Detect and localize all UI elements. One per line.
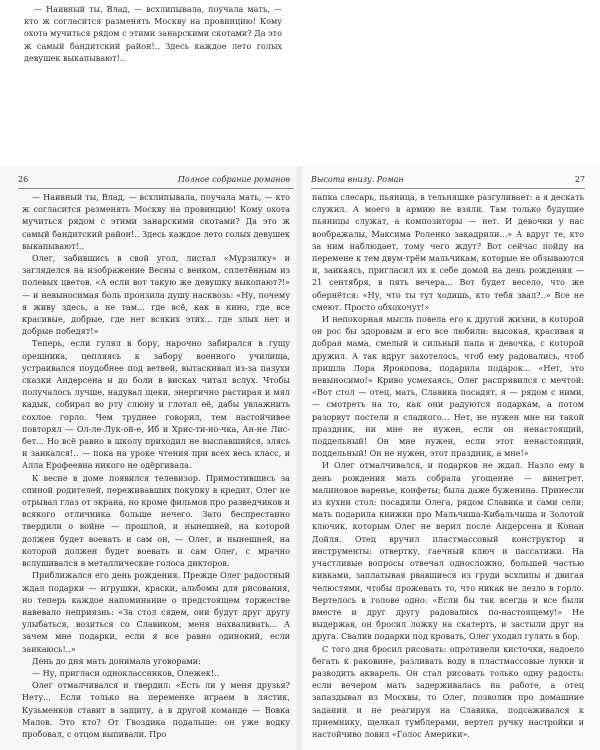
paragraph: Приближался его день рождения. Прежде Олег радостный ждал подарки — игрушки, краски, альбомы для рисования, но теперь каждое напоминание о предстоящем торжестве навевало неприязнь: «За стол сядем, они будут друг другу улыбаться, возиться со Славиком, меня нахваливать... А зачем мне подарки, если я все равно одинокий, если заикаюсь!..» <box>22 570 290 654</box>
right-page-number: 27 <box>574 175 585 184</box>
paragraph: К весне в доме появился телевизор. Примостившись за спиной родителей, переживавших покупку в кредит, Олег не отрывал глаз от экрана, но кроме фильмов про разведчиков и всякого отличника больше нечего. Зато беспрестанно твердили о войне — прошлой, и нынешней, на которой должен будет воевать и сам он, — Олег, и нынешней, на которой должен будет воевать и сам Олег, с мрачно вслушивался в металлические голоса дикторов. <box>22 472 290 569</box>
paragraph: И непокорная мысль повела его к другой жизни, в которой он рос бы здоровым и его все любили: высокая, красивая и добрая мама, смелый и сильный папа и девочка, с которой дружил. А так вдруг захотелось, чтоб ему радовались, чтоб пришла Лора Ярокопова, подарила подарок... «Нет, это невыносимо!» Криво усмехаясь, Олег распрявился с мечтой: «Вот стол — отец, мать, Славика посадят, я — рядом с ними, — смотреть на то, как они радуются подаркам, а потом разорвут постели и сладкого... Нет, не нужен мне ни такой праздник, ни мне не нужен, если он ненастоящий, поддельный! Он мне нужен, если этот ненастоящий, поддельный! Он не нужен, этот праздник, а мне!» <box>312 314 584 459</box>
paragraph: И Олег отмалчивался, и подарков не ждал. Назло ему в день рождения мать собрала угощение — винегрет, малиновое варенье, конфеты; была даже буженина. Принесли из кухни стол: посадили Олега, рядом Славика и сами сели; мать подарила книжки про Мальчиша-Кибальчиша и Золотой ключик, которым Олег не верил после Андерсена и Конан Дойля. Отец вручил пластмассовый конструктор и инструменты: отвертку, гаечный ключ и пассатижи. На участливые вопросы отвечал односложно, большей частью кивками, заплатывая рвавшиеся из груди всхлипы и двигая челюстями, чтобы прожевать то, что никак не лезло в горло. Вертелось в голове одно: «Если бы так всегда и все были вместе и друг другу радовались по-настоящему!» Не выдержав, он бросил ложку на скатерть, и застыли друг на друга. Свалив подарки под кровать, Олег уходил гулять в бор. <box>312 460 584 642</box>
previous-page-fragment <box>0 0 600 166</box>
paragraph: — Ну, пригласи одноклассников, Олежек!.. <box>32 667 220 678</box>
paragraph: Теперь, если гулял в бору, нарочно забирался в гущу орешника, цепляясь к забору военного училища, устраивался поудобнее под ветвей, вытаскивал из-за пазухи сказки Андерсена и до боли в висках читал вслух. Чтобы получалось лучше, надувал щеки, энергично растирая и мял кадык, собирал во рту слюну и глотал её, дабы увлажнить сохлое горло. Чем труднее говорил, тем настойчивее повторял — Ол-ле-Лук-ой-е, Иб и Хрис-ти-но-чка, Ан-не Лис-бет... Но всё равно в школу приходил не выспавшийся, злясь и заикался!.. — пока на уроке чтения при всех весь класс, и Алла Ерофеевна никого не одёргивала. <box>22 338 290 471</box>
left-page-number: 26 <box>18 175 29 184</box>
right-running-title: Высота внизу. Роман <box>311 175 404 184</box>
paragraph: Олег отмалчивался и твердил: «Есть ли у меня друзья? Нету... Если только на переменке играем в лястик, Кузьменков ставит в защиту, а в другой команде — Вовка Малов. Это кто? От Гвоздика подальше: он уже водку пробовал, с отцом выпивали. Про <box>22 680 290 739</box>
paragraph: С того дня бросил рисовать: опротивели кисточки, надоело бегать к раковине, разливать воду в пластмассовые лунки и разводить акварель. Он стал рисовать только одну радость: если вечером мать задерживалась на работе, а отец запаздывал из Москвы, то Олег, позволив про домашние задания и не реагируя на Славика, подсаживался к приемнику, щелкал тумблерами, вертел ручку настройки и настойчиво ловил «Голос Америки». <box>312 643 584 739</box>
paragraph: папка слесарь, пьяница, в тельняшке разгуливает: а я дескать служил. А моего в армию не взяли. Там только будущие пьяницы служат, а композиторы — нет. И девочки у нас воображалы, Максима Роленко закадрили...» А вдруг те, кто за ним наблюдает, тому чего ждут? Вот сейчас пойду на перемене к тем двум-трём мальчикам, которые не обзываются и, заикаясь, пригласил их к себе домой на день рождения — 21 сентября, в пять вечера... Вот будет весело, что же обернётся: «Ну, что ты тут ходишь, кто тебя звал?..» Все не смеют. Просто обхохочут!» <box>312 192 584 312</box>
paragraph: День до дня мать донимала уговорами: <box>32 655 201 666</box>
left-running-title: Полное собрание романов <box>177 175 290 184</box>
left-header-rule <box>18 188 294 189</box>
previous-page-paragraph: — Наивный ты, Влад, — всхлипывала, поучала мать, — кто ж согласится разменять Москву на провинцию! Кому охота мучиться рядом с этими занарскими скотами? Да это ж самый бандитский район!.. Здесь каждое лето голых девушек выкапывают!.. <box>24 4 282 63</box>
right-header-rule <box>311 188 585 189</box>
page-gutter <box>296 166 304 750</box>
paragraph: Олег, забившись в свой угол, листал «Мурзилку» и загляделся на изображение Весны с венком, сплетённым из полевых цветов. «А если вот такую же девушку выкопают?!» — и невыносимая боль пронзила душу насквозь: «Ну, почему я живу здесь, а не там... где всё, как в кино, где все красивые, добрые, где нет всяких этих... где злых нет и добрые победят!» <box>22 253 290 337</box>
paragraph: — Наивный ты, Влад, — всхлипывала, поучала мать, — кто ж согласится разменять Москву на провинцию! Кому охота мучиться рядом с этими занарскими скотами? Да это ж самый бандитский район!.. Здесь каждое лето голых девушек выкапывают!.. <box>22 192 290 251</box>
previous-page-text <box>24 3 282 64</box>
left-text-column <box>22 191 290 740</box>
right-text-column <box>312 191 584 740</box>
